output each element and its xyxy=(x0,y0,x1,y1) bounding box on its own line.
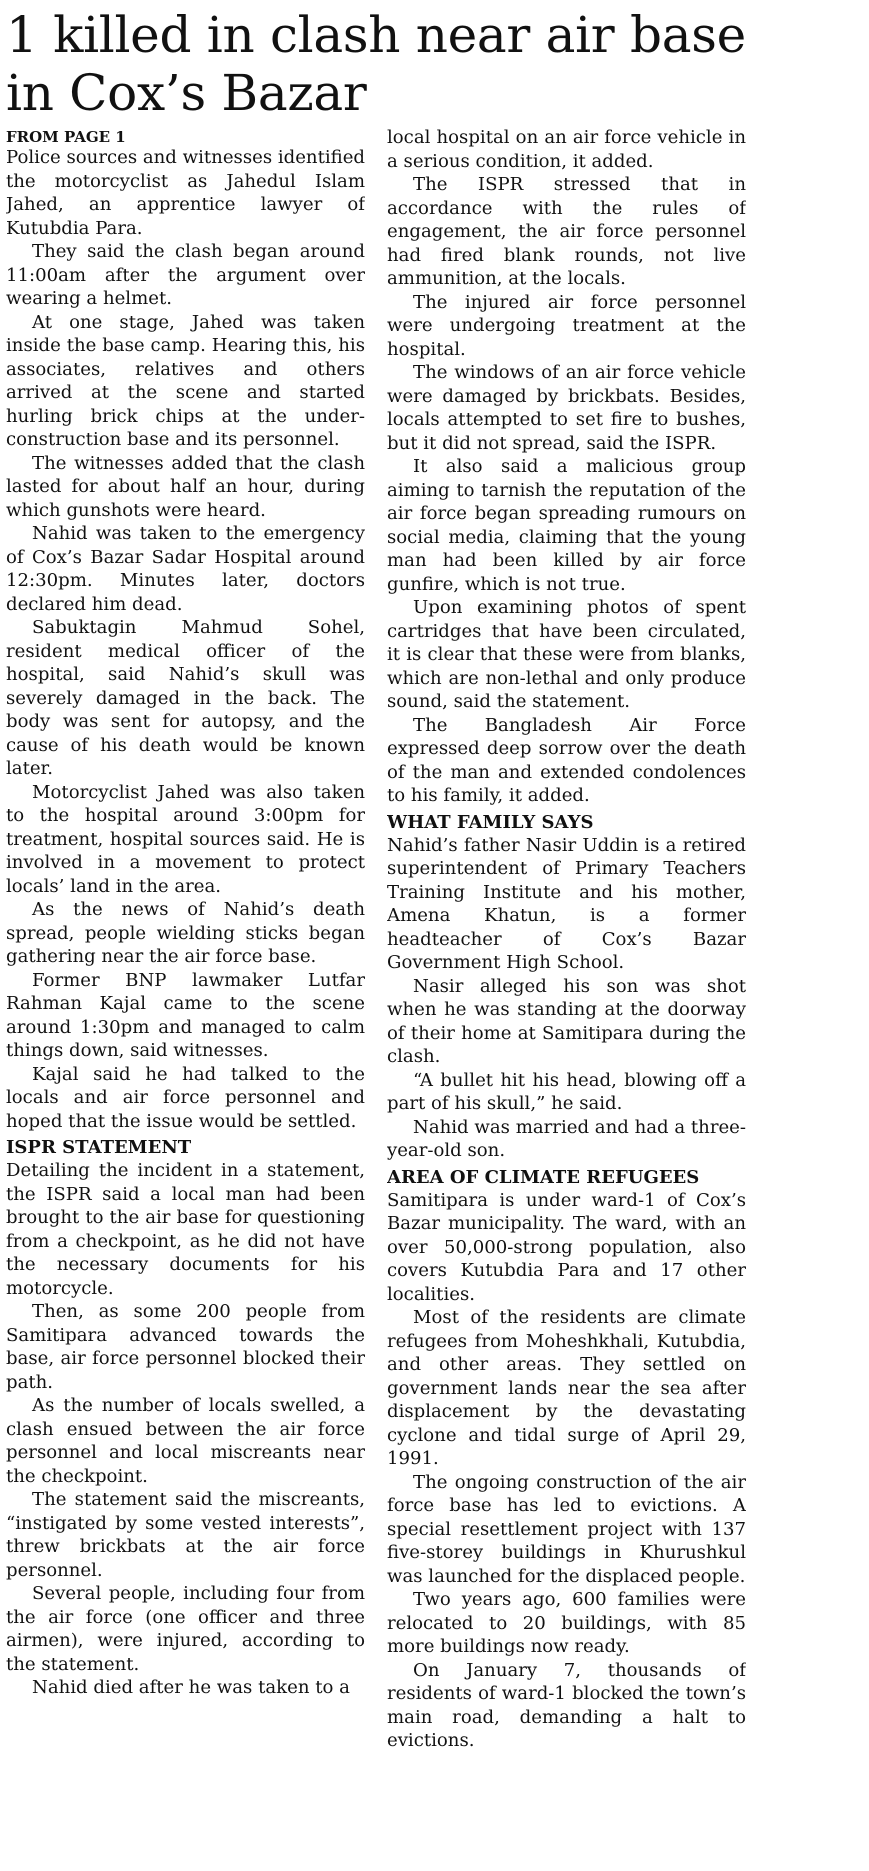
article-paragraph: As the number of locals swelled, a clash ensued between the air force personnel and local miscreants near the checkpoint. xyxy=(6,1395,365,1487)
right-column xyxy=(387,126,746,1753)
article-paragraph: The injured air force personnel were undergoing treatment at the hospital. xyxy=(387,291,746,360)
article-paragraph: Sabuktagin Mahmud Sohel, resident medical officer of the hospital, said Nahid’s skull was severely damaged in the back. The body was sent for autopsy, and the cause of his death would be known later. xyxy=(6,617,365,779)
subhead-area-of-climate-refugees: AREA OF CLIMATE REFUGEES xyxy=(387,1166,700,1188)
article-paragraph: They said the clash began around 11:00am after the argument over wearing a helmet. xyxy=(6,241,365,309)
newspaper-page xyxy=(0,6,752,1871)
climate-paragraphs xyxy=(387,1189,746,1753)
article-paragraph: Nasir alleged his son was shot when he was standing at the doorway of their home at Samitipara during the clash. xyxy=(387,975,746,1067)
article-paragraph: Motorcyclist Jahed was also taken to the hospital around 3:00pm for treatment, hospital sources said. He is involved in a movement to protect locals’ land in the area. xyxy=(6,781,365,897)
article-paragraph: It also said a malicious group aiming to tarnish the reputation of the air force began spreading rumours on social media, claiming that the young man had been killed by air force gunfire, which is not true. xyxy=(387,456,746,595)
article-paragraph: “A bullet hit his head, blowing off a part of his skull,” he said. xyxy=(387,1069,746,1114)
article-paragraph: The witnesses added that the clash lasted for about half an hour, during which gunshots were heard. xyxy=(6,452,365,521)
article-paragraph: Nahid’s father Nasir Uddin is a retired superintendent of Primary Teachers Training Institute and his mother, Amena Khatun, is a former headteacher of Cox’s Bazar Government High School. xyxy=(387,834,746,973)
article-paragraph: At one stage, Jahed was taken inside the base camp. Hearing this, his associates, relatives and others arrived at the scene and started hurling brick chips at the under-construction base and its personnel. xyxy=(6,311,365,450)
article-paragraph: Detailing the incident in a statement, the ISPR said a local man had been brought to the air base for questioning from a checkpoint, as he did not have the necessary documents for his motorcycle. xyxy=(6,1160,365,1299)
article-paragraph: The statement said the miscreants, “instigated by some vested interests”, threw brickbats at the air force personnel. xyxy=(6,1489,365,1581)
subhead-ispr-statement: ISPR STATEMENT xyxy=(6,1137,192,1158)
article-paragraph: Former BNP lawmaker Lutfar Rahman Kajal came to the scene around 1:30pm and managed to calm things down, said witnesses. xyxy=(6,969,365,1061)
headline: 1 killed in clash near air base in Cox’s Bazar xyxy=(6,6,746,122)
article-paragraph: local hospital on an air force vehicle in a serious condition, it added. xyxy=(387,127,746,172)
family-paragraphs xyxy=(387,834,746,1163)
article-paragraph: Nahid died after he was taken to a xyxy=(32,1677,350,1698)
article-paragraph: The ISPR stressed that in accordance with the rules of engagement, the air force personnel had fired blank rounds, not live ammunition, at the locals. xyxy=(387,174,746,289)
left-column xyxy=(6,126,365,1753)
right-paragraphs xyxy=(387,126,746,808)
article-paragraph: Most of the residents are climate refugees from Moheshkhali, Kutubdia, and other areas. They settled on government lands near the sea after displacement by the devastating cyclone and tidal surge of April 29, 1991. xyxy=(387,1307,746,1469)
article-paragraph: The ongoing construction of the air force base has led to evictions. A special resettlement project with 137 five-storey buildings in Khurushkul was launched for the displaced people. xyxy=(387,1471,746,1587)
continued-from-label: FROM PAGE 1 xyxy=(6,128,126,146)
article-paragraph: Then, as some 200 people from Samitipara advanced towards the base, air force personnel blocked their path. xyxy=(6,1301,365,1393)
article-paragraph: Two years ago, 600 families were relocated to 20 buildings, with 85 more buildings now ready. xyxy=(387,1589,746,1657)
article-paragraph: Nahid was taken to the emergency of Cox’s Bazar Sadar Hospital around 12:30pm. Minutes later, doctors declared him dead. xyxy=(6,523,365,615)
left-paragraphs xyxy=(6,146,365,1133)
article-paragraph: Samitipara is under ward-1 of Cox’s Bazar municipality. The ward, with an over 50,000-strong population, also covers Kutubdia Para and 17 other localities. xyxy=(387,1189,746,1305)
subhead-what-family-says: WHAT FAMILY SAYS xyxy=(387,811,594,833)
ispr-paragraphs xyxy=(6,1159,365,1700)
article-paragraph: Several people, including four from the air force (one officer and three airmen), were injured, according to the statement. xyxy=(6,1583,365,1675)
article-paragraph: On January 7, thousands of residents of ward-1 blocked the town’s main road, demanding a halt to evictions. xyxy=(387,1659,746,1751)
article-paragraph: As the news of Nahid’s death spread, people wielding sticks began gathering near the air force base. xyxy=(6,899,365,967)
article-columns xyxy=(6,126,746,1753)
article-paragraph: Nahid was married and had a three-year-old son. xyxy=(387,1116,746,1161)
article-paragraph: Upon examining photos of spent cartridges that have been circulated, it is clear that these were from blanks, which are non-lethal and only produce sound, said the statement. xyxy=(387,597,746,712)
article-paragraph: The windows of an air force vehicle were damaged by brickbats. Besides, locals attempted to set fire to bushes, but it did not spread, said the ISPR. xyxy=(387,362,746,454)
article-paragraph: Kajal said he had talked to the locals and air force personnel and hoped that the issue would be settled. xyxy=(6,1063,365,1132)
article-paragraph: The Bangladesh Air Force expressed deep sorrow over the death of the man and extended condolences to his family, it added. xyxy=(387,714,746,806)
article-paragraph: Police sources and witnesses identified the motorcyclist as Jahedul Islam Jahed, an apprentice lawyer of Kutubdia Para. xyxy=(6,147,365,239)
